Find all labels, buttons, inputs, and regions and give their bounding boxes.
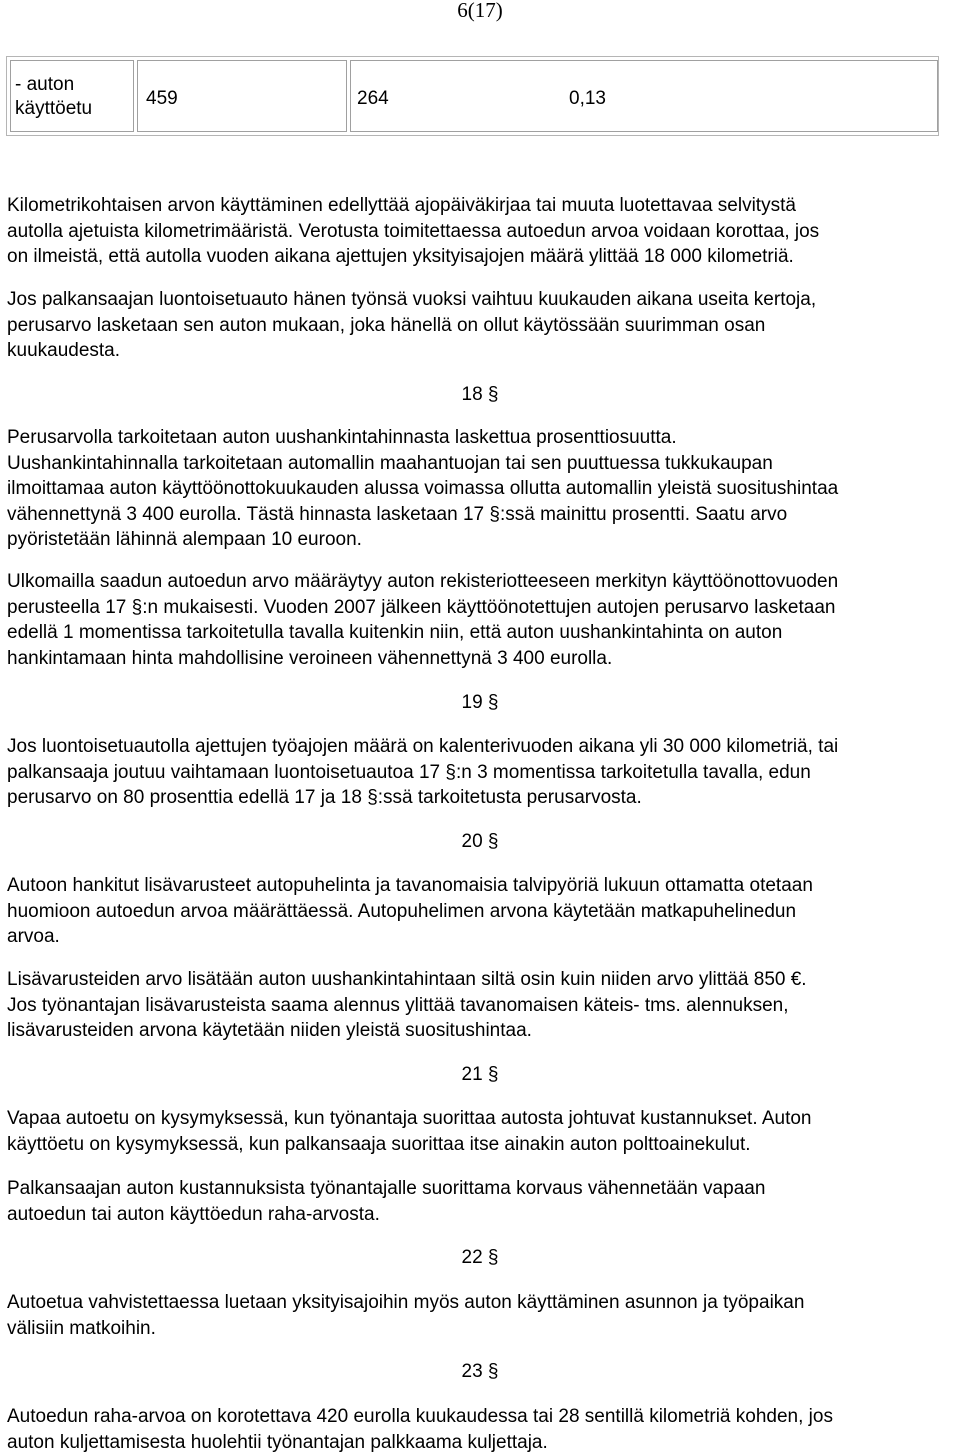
paragraph-driver <box>7 1404 957 1455</box>
paragraph-line: palkansaaja joutuu vaihtamaan luontoisetuautoa 17 §:n 3 momentissa tarkoitetulla tavalla, edun <box>7 761 811 783</box>
paragraph-line: käyttöetu on kysymyksessä, kun palkansaaja suorittaa itse ainakin auton polttoainekulut. <box>7 1133 751 1155</box>
paragraph-work-driving <box>7 734 957 811</box>
benefit-table <box>6 56 939 136</box>
section-heading-18: 18 § <box>461 384 499 405</box>
paragraph-car-change <box>7 287 957 364</box>
table-cell-value-a: 459 <box>137 60 347 132</box>
section-heading-21: 21 § <box>461 1064 499 1085</box>
paragraph-line: Jos luontoisetuautolla ajettujen työajojen määrä on kalenterivuoden aikana yli 30 000 kilometriä, tai <box>7 736 839 757</box>
paragraph-line: perusteella 17 §:n mukaisesti. Vuoden 2007 jälkeen käyttöönotettujen autojen perusarvo lasketaan <box>7 596 836 618</box>
paragraph-free-car <box>7 1106 957 1157</box>
paragraph-line: Autoetua vahvistettaessa luetaan yksityisajoihin myös auton käyttäminen asunnon ja työpaikan <box>7 1292 805 1313</box>
value-b: 264 <box>357 88 389 109</box>
label-line-1: - auton <box>15 74 75 95</box>
paragraph-line: perusarvo on 80 prosenttia edellä 17 ja 18 §:ssä tarkoitetusta perusarvosta. <box>7 787 642 808</box>
paragraph-line: autoedun tai auton käyttöedun raha-arvosta. <box>7 1203 380 1225</box>
page-number: 6(17) <box>457 0 503 22</box>
value-c: 0,13 <box>569 88 606 109</box>
paragraph-line: Autoedun raha-arvoa on korotettava 420 eurolla kuukaudessa tai 28 sentillä kilometriä kohden, jos <box>7 1406 833 1427</box>
paragraph-line: Kilometrikohtaisen arvon käyttäminen edellyttää ajopäiväkirjaa tai muuta luotettavaa selvitystä <box>7 195 796 216</box>
paragraph-line: huomioon autoedun arvoa määrättäessä. Autopuhelimen arvona käytetään matkapuhelinedun <box>7 900 797 922</box>
paragraph-line: vähennettynä 3 400 eurolla. Tästä hinnasta lasketaan 17 §:ssä mainittu prosentti. Saatu arvo <box>7 503 788 525</box>
section-heading-23: 23 § <box>461 1361 499 1382</box>
table-cell-value-b <box>350 60 938 132</box>
table-cell-label <box>10 60 134 132</box>
paragraph-km-basis <box>7 193 957 270</box>
paragraph-line: lisävarusteiden arvona käytetään niiden yleistä suositushintaa. <box>7 1020 532 1041</box>
paragraph-line: Perusarvolla tarkoitetaan auton uushankintahinnasta laskettua prosenttiosuutta. <box>7 427 677 448</box>
paragraph-line: Palkansaajan auton kustannuksista työnantajalle suorittama korvaus vähennetään vapaan <box>7 1178 766 1199</box>
paragraph-line: Jos työnantajan lisävarusteista saama alennus ylittää tavanomaisen käteis- tms. alennuksen, <box>7 994 789 1016</box>
paragraph-line: on ilmeistä, että autolla vuoden aikana ajettujen yksityisajojen määrä ylittää 18 000 kilometriä. <box>7 246 794 267</box>
paragraph-line: hankintamaan hinta mahdollisine veroineen vähennettynä 3 400 eurolla. <box>7 647 613 669</box>
paragraph-commute <box>7 1290 957 1341</box>
paragraph-line: perusarvo lasketaan sen auton mukaan, joka hänellä on ollut käytössään suurimman osan <box>7 314 766 336</box>
paragraph-line: Vapaa autoetu on kysymyksessä, kun työnantaja suorittaa autosta johtuvat kustannukset. Auton <box>7 1108 812 1129</box>
paragraph-line: autolla ajetuista kilometrimääristä. Verotusta toimitettaessa autoedun arvoa voidaan korottaa, jos <box>7 220 820 242</box>
paragraph-compensation <box>7 1176 957 1227</box>
paragraph-base-value <box>7 425 957 553</box>
paragraph-line: Uushankintahinnalla tarkoitetaan automallin maahantuojan tai sen puuttuessa tukkukaupan <box>7 452 773 474</box>
section-heading-22: 22 § <box>461 1247 499 1268</box>
paragraph-line: Ulkomailla saadun autoedun arvo määräytyy auton rekisteriotteeseen merkityn käyttöönottovuoden <box>7 571 839 592</box>
paragraph-line: välisiin matkoihin. <box>7 1317 156 1339</box>
label-line-2: käyttöetu <box>15 98 93 119</box>
paragraph-line: pyöristetään lähinnä alempaan 10 euroon. <box>7 529 362 550</box>
paragraph-line: auton kuljettamisesta huolehtii työnantajan palkkaama kuljettaja. <box>7 1431 548 1453</box>
paragraph-accessories <box>7 873 957 950</box>
paragraph-line: ilmoittamaa auton käyttöönottokuukauden alussa voimassa ollutta automallin yleistä suositushintaa <box>7 478 839 499</box>
paragraph-line: arvoa. <box>7 926 60 947</box>
paragraph-line: Jos palkansaajan luontoisetuauto hänen työnsä vuoksi vaihtuu kuukauden aikana useita kertoja, <box>7 289 817 310</box>
paragraph-line: Lisävarusteiden arvo lisätään auton uushankintahintaan siltä osin kuin niiden arvo ylittää 850 €. <box>7 969 807 990</box>
paragraph-line: Autoon hankitut lisävarusteet autopuhelinta ja tavanomaisia talvipyöriä lukuun ottamatta otetaan <box>7 875 813 896</box>
paragraph-line: edellä 1 momentissa tarkoitetulla tavalla kuitenkin niin, että auton uushankintahinta on auton <box>7 622 783 643</box>
section-heading-19: 19 § <box>461 692 499 713</box>
section-heading-20: 20 § <box>461 831 499 852</box>
paragraph-foreign-car <box>7 569 957 671</box>
paragraph-accessory-value <box>7 967 957 1044</box>
paragraph-line: kuukaudesta. <box>7 340 121 361</box>
